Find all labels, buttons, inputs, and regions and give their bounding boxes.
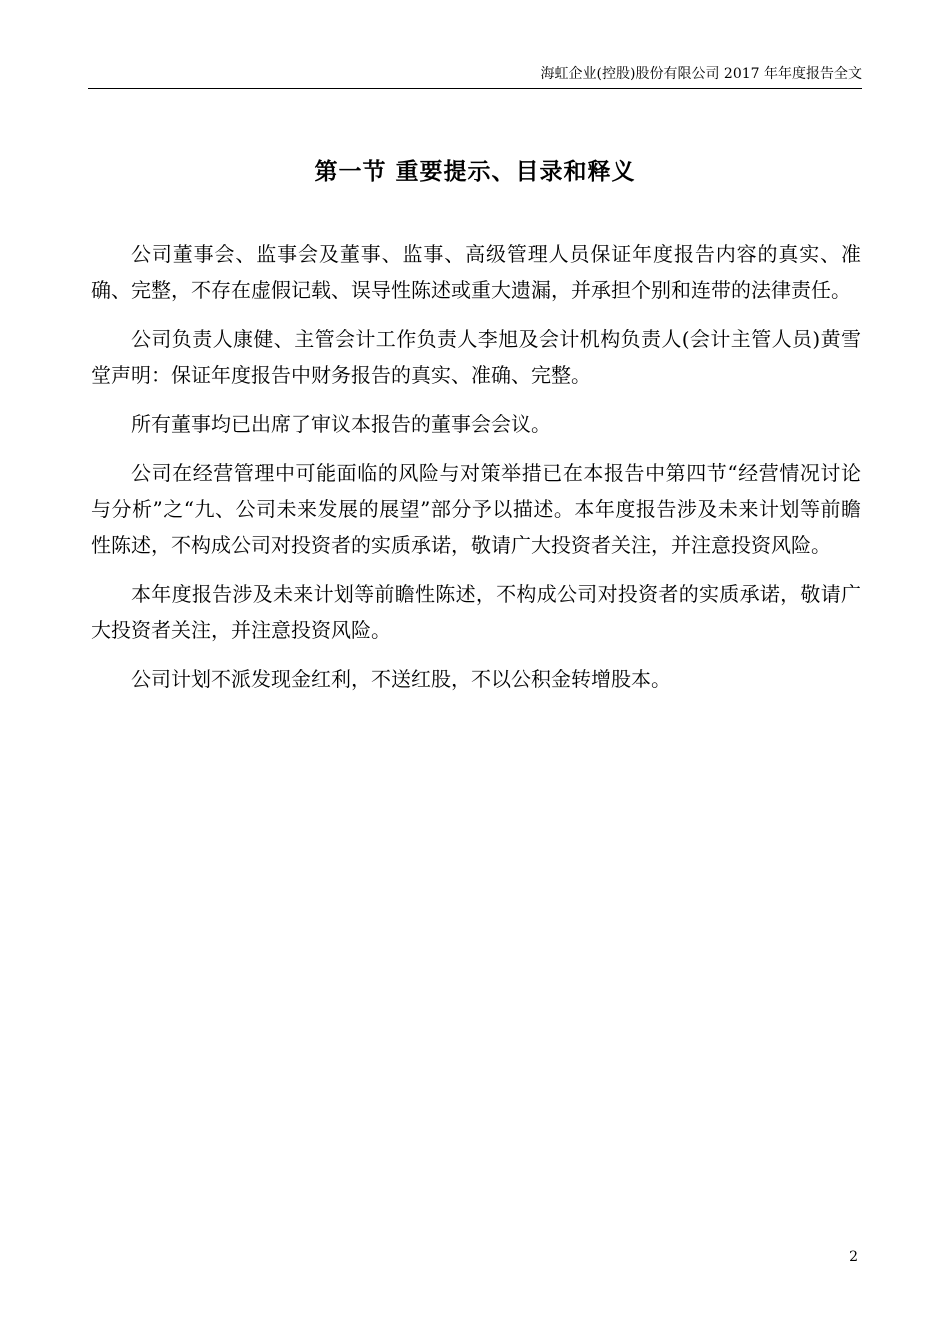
page-header [88, 64, 862, 89]
section-title: 第一节 重要提示、目录和释义 [314, 158, 636, 185]
paragraph-dividend-plan: 公司计划不派发现金红利，不送红股，不以公积金转增股本。 [131, 667, 671, 691]
paragraph-risk-notice: 公司在经营管理中可能面临的风险与对策举措已在本报告中第四节“经营情况讨论与分析”之“九、公司未来发展的展望”部分予以描述。本年度报告涉及未来计划等前瞻性陈述，不构成公司对投资者的实质承诺，敬请广大投资者关注，并注意投资风险。 [91, 461, 861, 557]
running-title: 海虹企业(控股)股份有限公司 2017 年年度报告全文 [540, 66, 862, 82]
paragraph-board-attendance: 所有董事均已出席了审议本报告的董事会会议。 [131, 412, 551, 436]
paragraph-responsibility-statement: 公司董事会、监事会及董事、监事、高级管理人员保证年度报告内容的真实、准确、完整，不存在虚假记载、误导性陈述或重大遗漏，并承担个别和连带的法律责任。 [91, 242, 861, 302]
paragraph-forward-looking-statement: 本年度报告涉及未来计划等前瞻性陈述，不构成公司对投资者的实质承诺，敬请广大投资者关注，并注意投资风险。 [91, 582, 861, 642]
page-number: 2 [849, 1249, 858, 1265]
paragraph-financial-officers-declaration: 公司负责人康健、主管会计工作负责人李旭及会计机构负责人(会计主管人员)黄雪堂声明：保证年度报告中财务报告的真实、准确、完整。 [91, 327, 861, 387]
body-text [91, 236, 861, 710]
